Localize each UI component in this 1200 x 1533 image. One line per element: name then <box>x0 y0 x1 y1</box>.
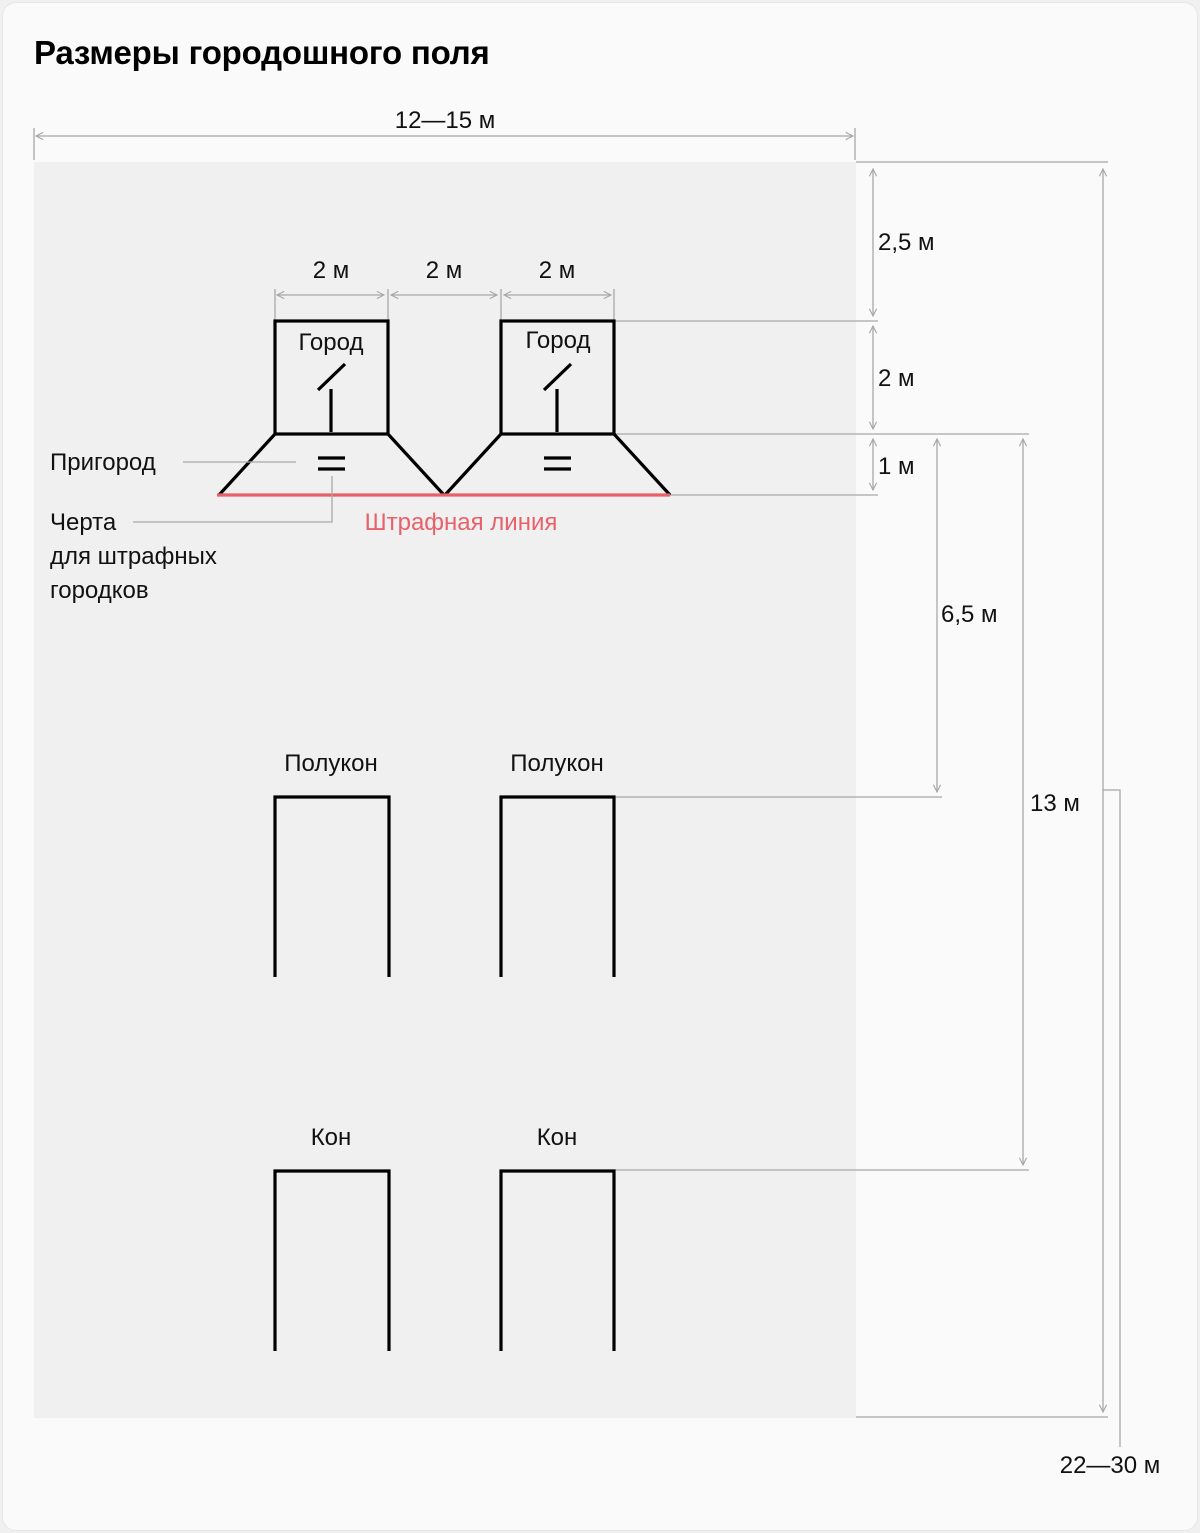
suburb-depth-label: 1 м <box>878 453 915 480</box>
penalty-mark-label-line3: городков <box>50 577 149 604</box>
half-kon-right-label: Полукон <box>510 750 604 777</box>
penalty-line-label: Штрафная линия <box>364 509 558 536</box>
penalty-mark-label-line1: Черта <box>50 509 117 536</box>
half-kon-left-label: Полукон <box>284 750 378 777</box>
town-right-label: Город <box>525 327 591 354</box>
town-left-label: Город <box>298 329 364 356</box>
width-dimension <box>34 107 855 160</box>
suburb-label: Пригород <box>50 449 156 476</box>
town-width-2-label: 2 м <box>538 257 576 284</box>
playing-field <box>34 162 856 1418</box>
half-kon-distance-label: 6,5 м <box>941 601 998 628</box>
penalty-mark-label-line2: для штрафных <box>50 543 217 570</box>
town-depth-label: 2 м <box>878 365 915 392</box>
width-label: 12—15 м <box>394 107 496 134</box>
kon-right-label: Кон <box>536 1124 578 1151</box>
between-towns-label: 2 м <box>425 257 463 284</box>
kon-distance-label: 13 м <box>1030 790 1080 817</box>
kon-left-label: Кон <box>310 1124 352 1151</box>
length-label: 22—30 м <box>1059 1452 1161 1479</box>
town-width-1-label: 2 м <box>312 257 350 284</box>
diagram-title: Размеры городошного поля <box>34 34 490 71</box>
town-gap-top-label: 2,5 м <box>878 229 935 256</box>
